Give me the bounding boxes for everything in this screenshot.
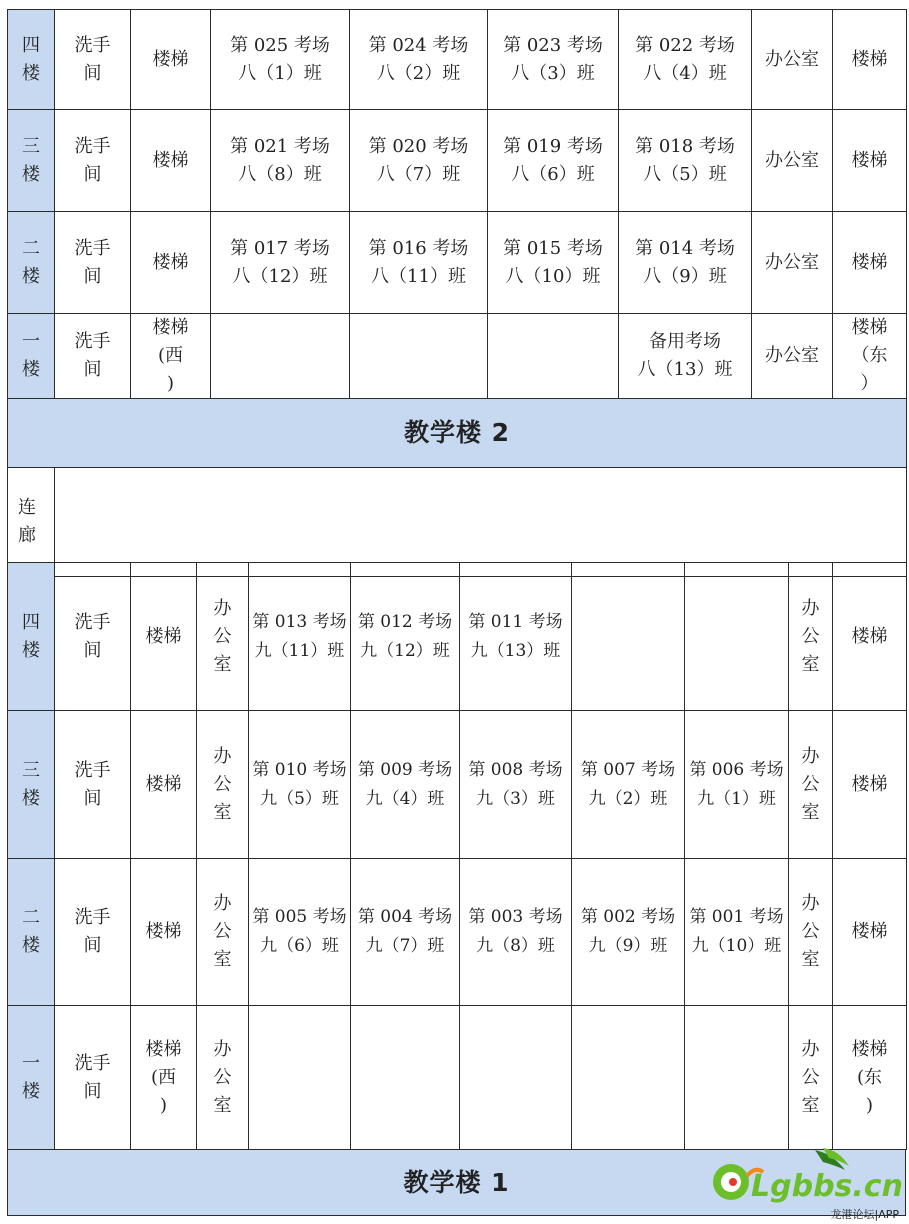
building-1-floor-row xyxy=(8,1006,907,1150)
restroom: 洗手 间 xyxy=(55,10,131,110)
exam-room xyxy=(572,563,685,711)
exam-room-line-1: 第 017 考场 xyxy=(230,237,330,259)
building-1-floor-row xyxy=(8,563,907,711)
exam-room-line-1: 第 004 考场 xyxy=(357,907,453,927)
exam-room-line-2: 八（7）班 xyxy=(376,163,461,185)
exam-room-line-1: 第 006 考场 xyxy=(689,759,784,780)
exam-room xyxy=(685,1006,789,1150)
building-2-floor-row xyxy=(8,110,907,212)
exam-room-line-2: 八（6）班 xyxy=(511,163,595,185)
exam-room-line-1: 第 025 考场 xyxy=(230,34,330,56)
floor-label: 一 楼 xyxy=(8,314,55,399)
exam-room-line-2: 九（8）班 xyxy=(476,936,555,956)
exam-room-line-1: 第 022 考场 xyxy=(635,34,735,56)
exam-room-line-1: 第 024 考场 xyxy=(368,34,469,56)
exam-room xyxy=(572,859,685,1006)
exam-room xyxy=(249,1006,351,1150)
exam-room xyxy=(211,314,350,399)
exam-room xyxy=(488,212,619,314)
restroom: 洗手 间 xyxy=(55,314,131,399)
exam-room-line-2: 九（11）班 xyxy=(254,640,345,661)
restroom: 洗手 间 xyxy=(55,711,131,859)
exam-room-line-1: 第 003 考场 xyxy=(468,907,563,927)
stairs-west: 楼梯 xyxy=(131,711,197,859)
office: 办公室 xyxy=(752,314,833,399)
exam-room-line-2: 八（12）班 xyxy=(232,265,328,287)
restroom: 洗手 间 xyxy=(55,563,131,711)
exam-room-line-1: 第 007 考场 xyxy=(580,759,676,780)
exam-room xyxy=(619,314,752,399)
exam-room xyxy=(488,110,619,212)
stairs-west: 楼梯 xyxy=(131,859,197,1006)
restroom: 洗手 间 xyxy=(55,212,131,314)
exam-room-line-2: 八（1）班 xyxy=(238,62,322,84)
corridor-space xyxy=(55,468,907,577)
exam-room xyxy=(572,1006,685,1150)
office: 办公室 xyxy=(752,212,833,314)
exam-room-line-1: 第 012 考场 xyxy=(357,611,453,632)
exam-room-line-2: 九（3）班 xyxy=(476,788,555,809)
logo-subtitle: 龙港论坛|APP xyxy=(830,1208,899,1221)
office-west: 办 公 室 xyxy=(197,563,249,711)
office-east: 办 公 室 xyxy=(789,1006,833,1150)
office-west: 办 公 室 xyxy=(197,859,249,1006)
exam-room-line-2: 八（8）班 xyxy=(238,163,322,185)
exam-room-line-2: 九（4）班 xyxy=(365,788,445,809)
exam-room xyxy=(351,1006,460,1150)
building-2-floor-row xyxy=(8,314,907,399)
stairs-west: 楼梯 xyxy=(131,110,211,212)
exam-room-line-2: 八（13）班 xyxy=(637,359,733,380)
stairs-east: 楼梯 xyxy=(833,711,907,859)
building-1-title: 教学楼 1 xyxy=(8,1150,906,1216)
exam-room xyxy=(211,110,350,212)
lgbbs-logo-icon xyxy=(703,1146,903,1210)
building-1-floor-row xyxy=(8,859,907,1006)
office-east: 办 公 室 xyxy=(789,711,833,859)
building-2-title: 教学楼 2 xyxy=(8,399,907,468)
exam-room xyxy=(488,10,619,110)
exam-room-line-2: 八（11）班 xyxy=(371,265,466,287)
exam-room-line-1: 第 018 考场 xyxy=(635,135,735,157)
restroom: 洗手 间 xyxy=(55,1006,131,1150)
exam-room xyxy=(350,212,488,314)
exam-room-line-1: 第 021 考场 xyxy=(230,135,330,157)
floor-label: 三 楼 xyxy=(8,711,55,859)
exam-room-line-1: 第 013 考场 xyxy=(252,611,347,632)
floor-label: 二 楼 xyxy=(8,212,55,314)
exam-room-line-2: 九（9）班 xyxy=(588,936,668,956)
exam-room xyxy=(350,10,488,110)
exam-room-line-1: 第 020 考场 xyxy=(368,135,469,157)
building-1-floor-row xyxy=(8,711,907,859)
restroom: 洗手 间 xyxy=(55,110,131,212)
exam-room-line-2: 八（5）班 xyxy=(643,163,727,185)
exam-room-line-2: 八（9）班 xyxy=(643,265,727,287)
office-east: 办 公 室 xyxy=(789,563,833,711)
exam-room xyxy=(460,711,572,859)
exam-room-line-1: 备用考场 xyxy=(649,331,721,352)
stairs-east: 楼梯 xyxy=(833,110,907,212)
lgbbs-watermark xyxy=(703,1146,903,1222)
stairs-west: 楼梯 xyxy=(131,10,211,110)
exam-room xyxy=(460,1006,572,1150)
building-2-floor-row xyxy=(8,10,907,110)
exam-room xyxy=(619,10,752,110)
exam-room-line-2: 九（6）班 xyxy=(260,936,339,956)
stairs-west: 楼梯 (西 ) xyxy=(131,1006,197,1150)
exam-room-line-2: 八（10）班 xyxy=(505,265,601,287)
exam-room xyxy=(460,859,572,1006)
exam-room xyxy=(351,711,460,859)
exam-room-line-2: 八（4）班 xyxy=(643,62,727,84)
exam-room-line-2: 九（1）班 xyxy=(697,788,776,809)
exam-room-line-1: 第 005 考场 xyxy=(252,907,347,927)
office-east: 办 公 室 xyxy=(789,859,833,1006)
exam-room xyxy=(211,10,350,110)
exam-room xyxy=(249,563,351,711)
exam-room xyxy=(488,314,619,399)
exam-room xyxy=(350,314,488,399)
exam-room-line-1: 第 019 考场 xyxy=(503,135,603,157)
floor-label: 三 楼 xyxy=(8,110,55,212)
stairs-east: 楼梯 (东 ) xyxy=(833,1006,907,1150)
exam-room-line-2: 九（12）班 xyxy=(360,640,450,661)
corridor-label: 连 廊 xyxy=(8,468,55,577)
exam-room xyxy=(685,711,789,859)
stairs-east: 楼梯 （东 ） xyxy=(833,314,907,399)
exam-room-line-2: 九（13）班 xyxy=(470,640,561,661)
floor-label: 二 楼 xyxy=(8,859,55,1006)
exam-room xyxy=(351,859,460,1006)
logo-text: Lgbbs.cn xyxy=(751,1169,903,1204)
exam-room-line-1: 第 010 考场 xyxy=(252,759,347,780)
floor-label: 四 楼 xyxy=(8,563,55,711)
exam-room xyxy=(619,110,752,212)
exam-room xyxy=(685,563,789,711)
exam-room-line-2: 八（3）班 xyxy=(511,62,595,84)
exam-room-line-1: 第 002 考场 xyxy=(580,907,676,927)
floor-label: 一 楼 xyxy=(8,1006,55,1150)
exam-room-line-1: 第 014 考场 xyxy=(635,237,735,259)
office-west: 办 公 室 xyxy=(197,1006,249,1150)
office-west: 办 公 室 xyxy=(197,711,249,859)
exam-room xyxy=(211,212,350,314)
stairs-west: 楼梯 xyxy=(131,563,197,711)
stairs-west: 楼梯 (西 ) xyxy=(131,314,211,399)
office: 办公室 xyxy=(752,10,833,110)
office: 办公室 xyxy=(752,110,833,212)
exam-room xyxy=(460,563,572,711)
restroom: 洗手 间 xyxy=(55,859,131,1006)
exam-room-line-2: 八（2）班 xyxy=(376,62,461,84)
exam-room-line-1: 第 009 考场 xyxy=(357,759,453,780)
stairs-east: 楼梯 xyxy=(833,859,907,1006)
exam-room-line-1: 第 011 考场 xyxy=(468,611,563,632)
building-2-floor-plan xyxy=(7,9,907,577)
exam-room-line-1: 第 008 考场 xyxy=(468,759,563,780)
exam-room-line-2: 九（2）班 xyxy=(588,788,668,809)
exam-room-line-1: 第 023 考场 xyxy=(503,34,603,56)
stairs-west: 楼梯 xyxy=(131,212,211,314)
stairs-east: 楼梯 xyxy=(833,10,907,110)
exam-room xyxy=(249,859,351,1006)
exam-room-line-2: 九（7）班 xyxy=(365,936,445,956)
exam-room-line-2: 九（10）班 xyxy=(691,936,782,956)
exam-room-line-2: 九（5）班 xyxy=(260,788,339,809)
exam-room xyxy=(572,711,685,859)
stairs-east: 楼梯 xyxy=(833,563,907,711)
exam-room xyxy=(350,110,488,212)
exam-room-line-1: 第 001 考场 xyxy=(689,907,784,927)
exam-room-line-1: 第 016 考场 xyxy=(368,237,469,259)
exam-room-line-1: 第 015 考场 xyxy=(503,237,603,259)
building-1-floor-plan xyxy=(7,562,907,1150)
exam-room xyxy=(619,212,752,314)
exam-room xyxy=(249,711,351,859)
exam-room xyxy=(351,563,460,711)
stairs-east: 楼梯 xyxy=(833,212,907,314)
building-2-floor-row xyxy=(8,212,907,314)
exam-room xyxy=(685,859,789,1006)
floor-label: 四 楼 xyxy=(8,10,55,110)
